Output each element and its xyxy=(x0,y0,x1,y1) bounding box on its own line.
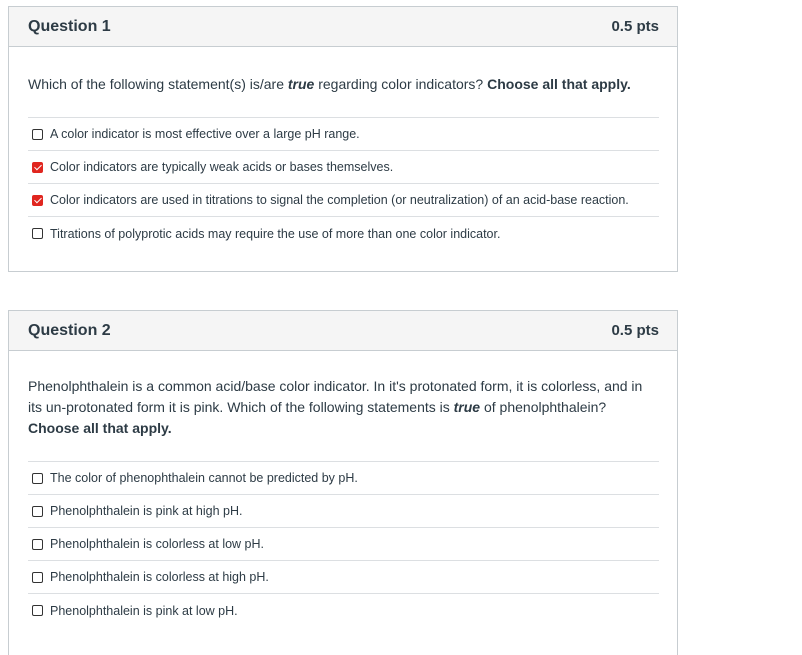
answer-option[interactable] xyxy=(28,151,659,184)
answer-label: The color of phenophthalein cannot be predicted by pH. xyxy=(50,471,358,485)
question-text-instruction: Choose all that apply. xyxy=(28,420,172,436)
answer-option[interactable] xyxy=(28,118,659,151)
checkbox[interactable] xyxy=(32,572,43,583)
answer-label: Titrations of polyprotic acids may require the use of more than one color indicator. xyxy=(50,226,501,241)
answer-option[interactable] xyxy=(28,462,659,495)
answer-label: Phenolphthalein is pink at low pH. xyxy=(50,603,238,618)
question-1-card xyxy=(8,6,678,272)
checkbox[interactable] xyxy=(32,605,43,616)
answer-label: Color indicators are typically weak acids or bases themselves. xyxy=(50,160,394,174)
answer-label: A color indicator is most effective over a large pH range. xyxy=(50,127,360,141)
checkbox-checked[interactable] xyxy=(32,195,43,206)
question-points: 0.5 pts xyxy=(611,322,659,339)
question-text-instruction: Choose all that apply. xyxy=(487,76,631,92)
checkbox[interactable] xyxy=(32,539,43,550)
answer-option[interactable] xyxy=(28,495,659,528)
question-text-part: of phenolphthalein? xyxy=(480,399,607,415)
question-text xyxy=(28,74,659,95)
checkbox[interactable] xyxy=(32,473,43,484)
question-title: Question 2 xyxy=(28,321,111,339)
question-body xyxy=(9,74,677,250)
question-text-part: Which of the following statement(s) is/are xyxy=(28,76,288,92)
answer-label: Phenolphthalein is colorless at low pH. xyxy=(50,537,265,551)
question-text-emphasis: true xyxy=(287,76,315,92)
answer-option[interactable] xyxy=(28,561,659,594)
question-2-card xyxy=(8,310,678,655)
checkbox[interactable] xyxy=(32,228,43,239)
answer-option[interactable] xyxy=(28,184,659,217)
checkbox[interactable] xyxy=(32,129,43,140)
question-header xyxy=(9,311,677,351)
checkbox-checked[interactable] xyxy=(32,162,43,173)
question-header xyxy=(9,7,677,47)
answer-option[interactable] xyxy=(28,217,659,250)
answer-list xyxy=(28,461,659,627)
checkbox[interactable] xyxy=(32,506,43,517)
question-body xyxy=(9,376,677,627)
answer-label: Phenolphthalein is colorless at high pH. xyxy=(50,570,269,584)
question-points: 0.5 pts xyxy=(611,18,659,35)
answer-option[interactable] xyxy=(28,594,659,627)
answer-label: Color indicators are used in titrations to signal the completion (or neutralization) of an acid-base reaction. xyxy=(50,193,629,207)
question-text-part: Phenolphthalein is a common acid/base color indicator. In it's protonated form, it is colorless, and in its un-protonated form it is pink. Which of the following statements is xyxy=(28,378,643,415)
answer-label: Phenolphthalein is pink at high pH. xyxy=(50,504,243,518)
answer-list xyxy=(28,117,659,250)
question-text xyxy=(28,376,659,439)
question-text-emphasis: true xyxy=(453,399,481,415)
question-text-part: regarding color indicators? xyxy=(314,76,488,92)
question-title: Question 1 xyxy=(28,17,111,35)
answer-option[interactable] xyxy=(28,528,659,561)
